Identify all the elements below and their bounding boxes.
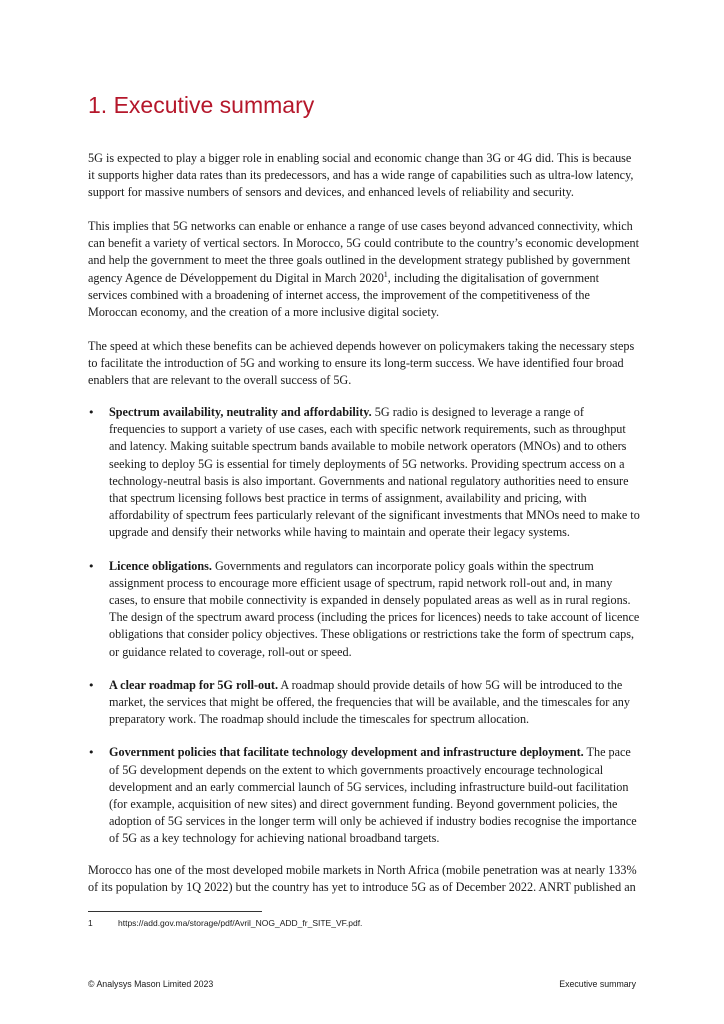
footer-copyright: © Analysys Mason Limited 2023: [88, 979, 214, 989]
use-cases-paragraph: [88, 218, 640, 321]
bullet-icon: •: [88, 406, 95, 419]
bullet-icon: •: [88, 678, 95, 692]
list-item-body: A roadmap should provide details of how 5G will be introduced to the market, the services that might be offered, the frequencies that will be available, and the timescales for any preparatory work. The roadmap should include the timescales for spectrum allocation.: [109, 677, 630, 727]
intro-paragraph: 5G is expected to play a bigger role in enabling social and economic change than 3G or 4G did. This is because it supports higher data rates than its predecessors, and has a wide range of capabilities such as ultra-low latency, support for massive numbers of sensors and devices, and enhanced levels of reliability and security.: [88, 151, 634, 200]
use-cases-text-b: , including the digitalisation of government services combined with a broadening of internet access, the improvement of the competitiveness of the Moroccan economy, and the creation of a more inclusive digital society.: [88, 270, 600, 320]
list-item-body: The pace of 5G development depends on the extent to which governments proactively encourage technological development and an early commercial launch of 5G services, including infrastructure build-out facilitation (for example, acquisition of new sites) and direct government funding. Beyond government policies, the adoption of 5G services in the longer term will only be achieved if industry bodies recognise the importance of 5G as a key technology for achieving national broadband targets.: [109, 745, 637, 846]
list-item: [88, 404, 640, 542]
footnote-number: 1: [88, 918, 93, 928]
enablers-paragraph: The speed at which these benefits can be achieved depends however on policymakers taking the necessary steps to facilitate the introduction of 5G and working to ensure its long-term success. We have identified four broad enablers that are relevant to the overall success of 5G.: [88, 339, 635, 388]
list-item-heading: Spectrum availability, neutrality and affordability.: [109, 405, 372, 419]
list-item-body: Governments and regulators can incorporate policy goals within the spectrum assignment process to encourage more efficient usage of spectrum, rapid network roll-out and, in many cases, to ensure that mobile connectivity is expanded in densely populated areas as well as in rural regions. The design of the spectrum award process (including the prices for licences) needs to take account of licence obligations that consider policy objectives. These obligations or restrictions take the form of spectrum caps, or guidance related to coverage, roll-out or speed.: [109, 558, 640, 659]
list-item-heading: A clear roadmap for 5G roll-out.: [109, 677, 279, 692]
list-item-heading: Government policies that facilitate technology development and infrastructure deployment.: [109, 745, 584, 760]
use-cases-text-a: This implies that 5G networks can enable or enhance a range of use cases beyond advanced connectivity, which can benefit a variety of vertical sectors. In Morocco, 5G could contribute to the country’s economic development and help the government to meet the three goals outlined in the development strategy published by government agency Agence de Développement du Digital in March 2020: [88, 219, 639, 285]
list-item: [88, 677, 640, 729]
enablers-list: [88, 404, 640, 864]
morocco-paragraph: Morocco has one of the most developed mobile markets in North Africa (mobile penetration was at nearly 133% of its population by 1Q 2022) but the country has yet to introduce 5G as of December 2022. ANRT published an: [88, 863, 637, 895]
footnote-link[interactable]: https://add.gov.ma/storage/pdf/Avril_NOG_ADD_fr_SITE_VF.pdf.: [118, 918, 363, 928]
bullet-icon: •: [88, 746, 95, 760]
list-item: [88, 558, 640, 661]
section-title: 1. Executive summary: [88, 92, 315, 118]
bullet-icon: •: [88, 559, 95, 573]
footer-section-name: Executive summary: [559, 979, 636, 989]
list-item: [88, 744, 640, 847]
footnote-reference[interactable]: 1: [383, 269, 388, 279]
list-item-body: 5G radio is designed to leverage a range of frequencies to support a variety of use cases, each with specific network requirements, such as throughput and latency. Making suitable spectrum bands available to mobile network operators (MNOs) and to others seeking to deploy 5G is essential for timely deployments of 5G networks. Providing spectrum access on a technology-neutral basis is also important. Governments and national regulatory authorities need to ensure that spectrum licensing follows best practice in terms of assignment, availability and pricing, with affordability of spectrum fees particularly relevant of the significant investments that MNOs need to make to upgrade and densify their networks while having to maintain and operate their legacy systems.: [109, 405, 640, 540]
list-item-heading: Licence obligations.: [109, 558, 212, 573]
footnote: [88, 918, 362, 928]
footnote-divider: [88, 911, 262, 912]
